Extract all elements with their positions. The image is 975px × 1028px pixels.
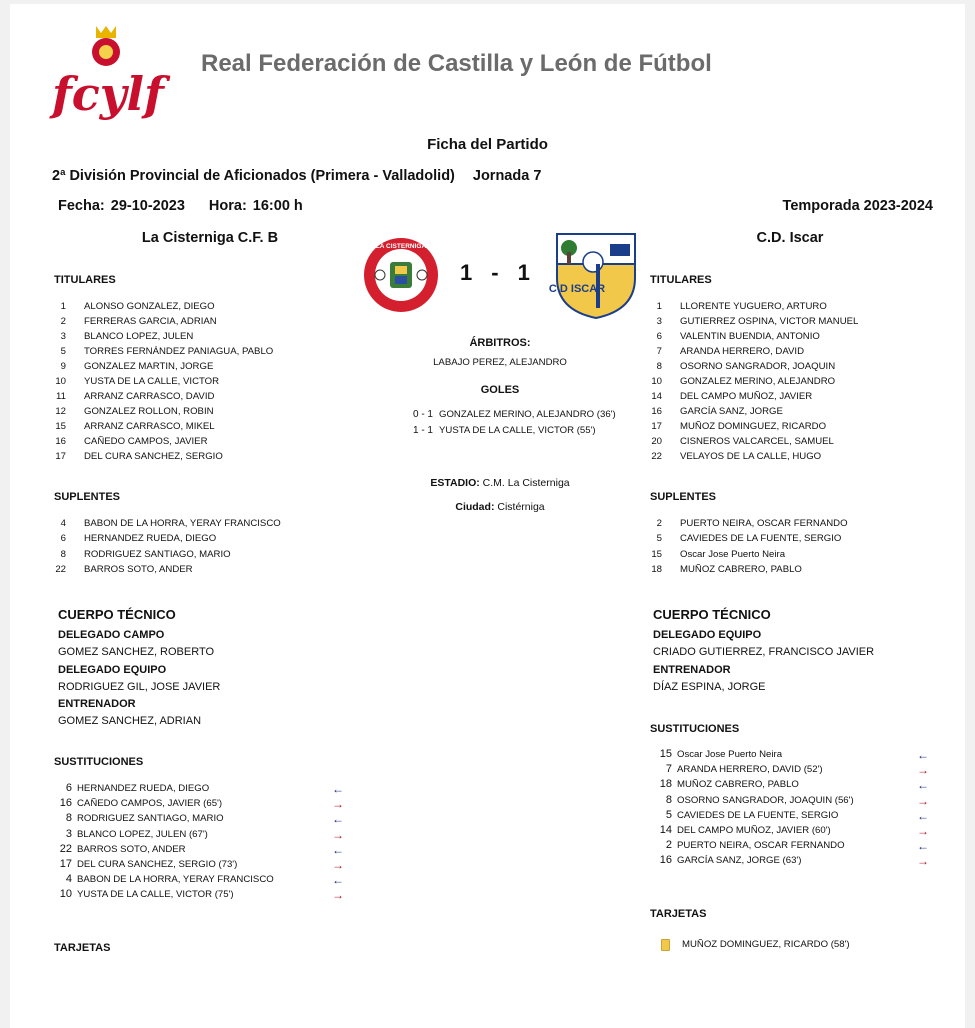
player-name: ARRANZ CARRASCO, DAVID [84, 391, 215, 402]
player-name: CAÑEDO CAMPOS, JAVIER [84, 436, 208, 447]
player-number: 4 [65, 873, 72, 886]
federation-logo-text: fcylf [52, 67, 164, 121]
player-name: LLORENTE YUGUERO, ARTURO [680, 301, 827, 312]
substitution-row [650, 839, 845, 851]
arrow-right-icon: → [917, 824, 929, 838]
player-name: CISNEROS VALCARCEL, SAMUEL [680, 436, 834, 447]
player-number: 8 [65, 812, 72, 825]
player-number: 6 [65, 782, 72, 794]
player-row [40, 421, 215, 432]
arrow-right-icon: → [332, 827, 344, 842]
substitution-row [650, 748, 782, 760]
arrow-right-icon: → [917, 793, 929, 808]
player-name: BARROS SOTO, ANDER [77, 843, 186, 855]
arrow-left-icon: ← [917, 839, 929, 854]
player-row [40, 301, 215, 312]
score [460, 260, 531, 286]
player-row [636, 436, 834, 447]
player-row [40, 533, 216, 544]
player-name: BABON DE LA HORRA, YERAY FRANCISCO [77, 874, 274, 886]
arrow-left-icon: ← [332, 782, 344, 796]
estadio-value: C.M. La Cisterniga [482, 477, 570, 489]
player-row [40, 549, 231, 560]
player-name: VELAYOS DE LA CALLE, HUGO [680, 451, 822, 462]
player-name: ARRANZ CARRASCO, MIKEL [84, 421, 215, 432]
player-number: 5 [656, 533, 662, 545]
player-name: Oscar Jose Puerto Neira [677, 749, 783, 760]
player-number: 3 [656, 316, 662, 327]
player-name: GONZALEZ MERINO, ALEJANDRO [680, 376, 836, 387]
home-staff-role: DELEGADO CAMPO [58, 629, 165, 641]
player-row [40, 361, 213, 372]
goal-scorer: YUSTA DE LA CALLE, VICTOR (55') [439, 425, 596, 436]
home-titulares-header: TITULARES [54, 274, 116, 286]
player-number: 15 [651, 548, 662, 560]
season: Temporada 2023-2024 [782, 198, 933, 214]
player-number: 2 [656, 518, 662, 529]
home-team-crest [362, 236, 440, 314]
player-number: 14 [651, 391, 662, 402]
away-team-name: C.D. Iscar [756, 230, 824, 246]
arrow-left-icon: ← [332, 812, 344, 827]
player-row [636, 346, 804, 357]
goal-score: 0 - 1 [412, 409, 433, 420]
substitution-row [50, 858, 237, 870]
player-row [636, 361, 835, 372]
goles-label: GOLES [480, 384, 520, 396]
goal-score: 1 - 1 [412, 425, 433, 436]
player-number: 2 [60, 316, 66, 327]
away-team-crest [548, 232, 637, 320]
player-row [40, 391, 214, 402]
player-number: 22 [651, 451, 662, 462]
player-name: HERNANDEZ RUEDA, DIEGO [77, 783, 210, 794]
arrow-left-icon: ← [332, 842, 344, 857]
player-number: 8 [665, 793, 672, 806]
arrow-right-icon: → [917, 854, 929, 869]
arrow-right-icon: → [332, 888, 344, 903]
player-number: 18 [651, 563, 662, 575]
player-number: 9 [60, 361, 66, 372]
player-name: GONZALEZ MARTIN, JORGE [84, 361, 214, 372]
player-number: 14 [659, 824, 672, 836]
player-name: YUSTA DE LA CALLE, VICTOR (75') [77, 889, 234, 901]
ciudad-value: Cistérniga [497, 501, 545, 513]
yellow-card-icon [661, 939, 670, 951]
home-sustituciones-header: SUSTITUCIONES [54, 756, 144, 768]
substitution-row [50, 888, 234, 900]
player-number: 6 [656, 331, 662, 342]
player-row [40, 451, 223, 462]
player-name: BLANCO LOPEZ, JULEN (67') [77, 828, 208, 840]
player-number: 4 [60, 518, 66, 529]
division-name: 2ª División Provincial de Aficionados (Primera - Valladolid) [52, 168, 455, 184]
home-staff-name: GOMEZ SANCHEZ, ADRIAN [58, 715, 202, 727]
player-row [40, 564, 193, 575]
home-crest-text: LA CISTERNIGA [375, 243, 427, 250]
match-sheet-page [10, 4, 965, 1028]
player-name: OSORNO SANGRADOR, JOAQUIN [680, 361, 836, 372]
player-number: 3 [60, 331, 66, 342]
home-suplentes-header: SUPLENTES [54, 491, 121, 503]
player-name: RODRIGUEZ SANTIAGO, MARIO [77, 813, 224, 825]
arrow-right-icon: → [332, 797, 344, 812]
player-name: CAÑEDO CAMPOS, JAVIER (65') [77, 798, 223, 810]
away-tarjetas-header: TARJETAS [650, 908, 707, 920]
player-number: 8 [60, 548, 66, 560]
player-name: GARCÍA SANZ, JORGE (63') [677, 855, 802, 867]
player-number: 8 [656, 361, 662, 372]
player-row [40, 436, 208, 447]
away-crest-text: C D ISCAR [548, 283, 606, 295]
player-name: PUERTO NEIRA, OSCAR FERNANDO [677, 840, 845, 852]
jornada: Jornada 7 [472, 168, 542, 184]
estadio-label: ESTADIO: [430, 477, 480, 489]
stadium-line [350, 477, 650, 489]
player-row [636, 331, 820, 342]
sheet-title: Ficha del Partido [427, 136, 548, 153]
away-staff-role: DELEGADO EQUIPO [653, 629, 762, 641]
player-row [636, 533, 841, 544]
player-number: 3 [65, 827, 72, 840]
arrow-right-icon: → [332, 858, 344, 872]
away-staff-name: DÍAZ ESPINA, JORGE [653, 681, 766, 693]
player-name: DEL CURA SANCHEZ, SERGIO [84, 451, 223, 462]
home-staff-role: ENTRENADOR [58, 698, 136, 710]
player-name: GONZALEZ ROLLON, ROBIN [84, 406, 214, 417]
player-name: BLANCO LOPEZ, JULEN [84, 331, 194, 342]
player-number: 16 [59, 797, 72, 810]
player-name: VALENTIN BUENDIA, ANTONIO [680, 331, 820, 342]
player-row [40, 316, 217, 327]
player-name: ALONSO GONZALEZ, DIEGO [84, 301, 215, 312]
player-number: 17 [651, 421, 662, 432]
federation-title: Real Federación de Castilla y León de Fútbol [201, 50, 712, 77]
player-number: 18 [659, 778, 672, 791]
substitution-row [650, 809, 838, 821]
goal-row [397, 425, 596, 436]
player-name: Oscar Jose Puerto Neira [680, 548, 786, 560]
goal-row [397, 409, 616, 420]
away-titulares-header: TITULARES [650, 274, 712, 286]
federation-logo [50, 18, 168, 126]
substitution-row [650, 763, 823, 775]
player-row [40, 518, 281, 529]
player-row [40, 406, 214, 417]
player-number: 16 [55, 436, 66, 447]
home-tarjetas-header: TARJETAS [54, 942, 111, 954]
hora-value: 16:00 h [252, 198, 303, 214]
player-row [40, 376, 219, 387]
player-name: OSORNO SANGRADOR, JOAQUIN (56') [677, 794, 854, 806]
away-staff-name: CRIADO GUTIERREZ, FRANCISCO JAVIER [653, 646, 875, 658]
hora-label: Hora: [208, 198, 247, 214]
player-number: 16 [651, 406, 662, 417]
player-row [40, 346, 273, 357]
player-name: GUTIERREZ OSPINA, VICTOR MANUEL [680, 316, 859, 327]
player-row [636, 549, 785, 560]
player-row [40, 331, 193, 342]
player-name: YUSTA DE LA CALLE, VICTOR [84, 376, 220, 387]
arrow-left-icon: ← [332, 873, 344, 888]
away-cuerpo-tecnico-header: CUERPO TÉCNICO [653, 607, 771, 622]
player-name: TORRES FERNÁNDEZ PANIAGUA, PABLO [84, 346, 274, 357]
player-name: ARANDA HERRERO, DAVID (52') [677, 764, 823, 776]
substitution-row [50, 812, 224, 824]
player-row [636, 391, 812, 402]
player-name: RODRIGUEZ SANTIAGO, MARIO [84, 548, 231, 560]
substitution-row [650, 778, 799, 790]
player-number: 1 [656, 301, 662, 312]
player-name: DEL CURA SANCHEZ, SERGIO (73') [77, 859, 238, 870]
away-suplentes-header: SUPLENTES [650, 491, 717, 503]
player-name: CAVIEDES DE LA FUENTE, SERGIO [677, 809, 839, 821]
arrow-left-icon: ← [917, 748, 929, 762]
player-name: FERRERAS GARCIA, ADRIAN [84, 316, 217, 327]
player-number: 17 [55, 451, 66, 462]
score-home: 1 [460, 260, 474, 285]
player-number: 10 [55, 376, 66, 387]
player-name: BABON DE LA HORRA, YERAY FRANCISCO [84, 518, 281, 529]
player-name: DEL CAMPO MUÑOZ, JAVIER [680, 391, 813, 402]
player-number: 15 [55, 421, 66, 432]
player-row [636, 376, 835, 387]
home-staff-name: GOMEZ SANCHEZ, ROBERTO [58, 646, 215, 658]
substitution-row [650, 824, 831, 836]
player-number: 11 [56, 391, 66, 402]
player-row [636, 451, 821, 462]
away-sustituciones-header: SUSTITUCIONES [650, 723, 740, 735]
player-name: BARROS SOTO, ANDER [84, 563, 193, 575]
away-staff-role: ENTRENADOR [653, 664, 731, 676]
arrow-right-icon: → [917, 763, 929, 778]
arrow-left-icon: ← [917, 808, 929, 823]
substitution-row [650, 794, 854, 806]
home-staff-name: RODRIGUEZ GIL, JOSE JAVIER [58, 681, 221, 693]
substitution-row [50, 843, 186, 855]
player-number: 17 [59, 858, 72, 870]
player-row [636, 518, 848, 529]
ciudad-label: Ciudad: [455, 501, 495, 513]
player-name: HERNANDEZ RUEDA, DIEGO [84, 533, 217, 545]
player-number: 16 [659, 854, 672, 867]
player-number: 10 [651, 376, 662, 387]
division-line [52, 168, 541, 184]
substitution-row [50, 873, 274, 885]
player-name: DEL CAMPO MUÑOZ, JAVIER (60') [677, 825, 831, 836]
fecha-value: 29-10-2023 [110, 198, 185, 214]
home-cuerpo-tecnico-header: CUERPO TÉCNICO [58, 607, 176, 622]
player-number: 22 [59, 842, 72, 855]
player-number: 5 [60, 346, 66, 357]
home-staff-role: DELEGADO EQUIPO [58, 664, 167, 676]
score-away: 1 [517, 260, 531, 285]
player-number: 7 [656, 346, 662, 357]
player-row [636, 301, 827, 312]
player-name: MUÑOZ CABRERO, PABLO [677, 779, 799, 791]
player-name: CAVIEDES DE LA FUENTE, SERGIO [680, 533, 842, 545]
substitution-row [650, 854, 801, 866]
player-name: GARCÍA SANZ, JORGE [680, 406, 783, 417]
player-name: PUERTO NEIRA, OSCAR FERNANDO [680, 518, 848, 529]
player-row [636, 316, 858, 327]
substitution-row [50, 782, 209, 794]
player-number: 2 [665, 839, 672, 852]
player-number: 20 [651, 436, 662, 447]
substitution-row [50, 797, 222, 809]
player-number: 15 [659, 748, 672, 760]
player-row [636, 564, 802, 575]
player-number: 1 [60, 301, 66, 312]
player-number: 12 [55, 406, 66, 417]
player-number: 6 [60, 533, 66, 545]
goal-scorer: GONZALEZ MERINO, ALEJANDRO (36') [439, 409, 616, 420]
city-line [350, 501, 650, 513]
player-row [636, 421, 826, 432]
player-number: 10 [59, 888, 72, 901]
player-name: ARANDA HERRERO, DAVID [680, 346, 805, 357]
score-separator: - [491, 260, 500, 285]
player-name: MUÑOZ DOMINGUEZ, RICARDO [680, 421, 827, 432]
date-time-line [58, 198, 303, 214]
fecha-label: Fecha: [58, 198, 105, 214]
player-name: MUÑOZ CABRERO, PABLO [680, 563, 802, 575]
home-team-name: La Cisterniga C.F. B [141, 230, 279, 246]
arbitros-label: ÁRBITROS: [469, 337, 531, 349]
arrow-left-icon: ← [917, 778, 929, 793]
substitution-row [50, 828, 208, 840]
card-player: MUÑOZ DOMINGUEZ, RICARDO (58') [682, 939, 850, 950]
arbitro-name: LABAJO PEREZ, ALEJANDRO [433, 357, 567, 368]
player-number: 22 [55, 563, 66, 575]
player-row [636, 406, 783, 417]
player-number: 5 [665, 808, 672, 821]
player-number: 7 [665, 763, 672, 776]
